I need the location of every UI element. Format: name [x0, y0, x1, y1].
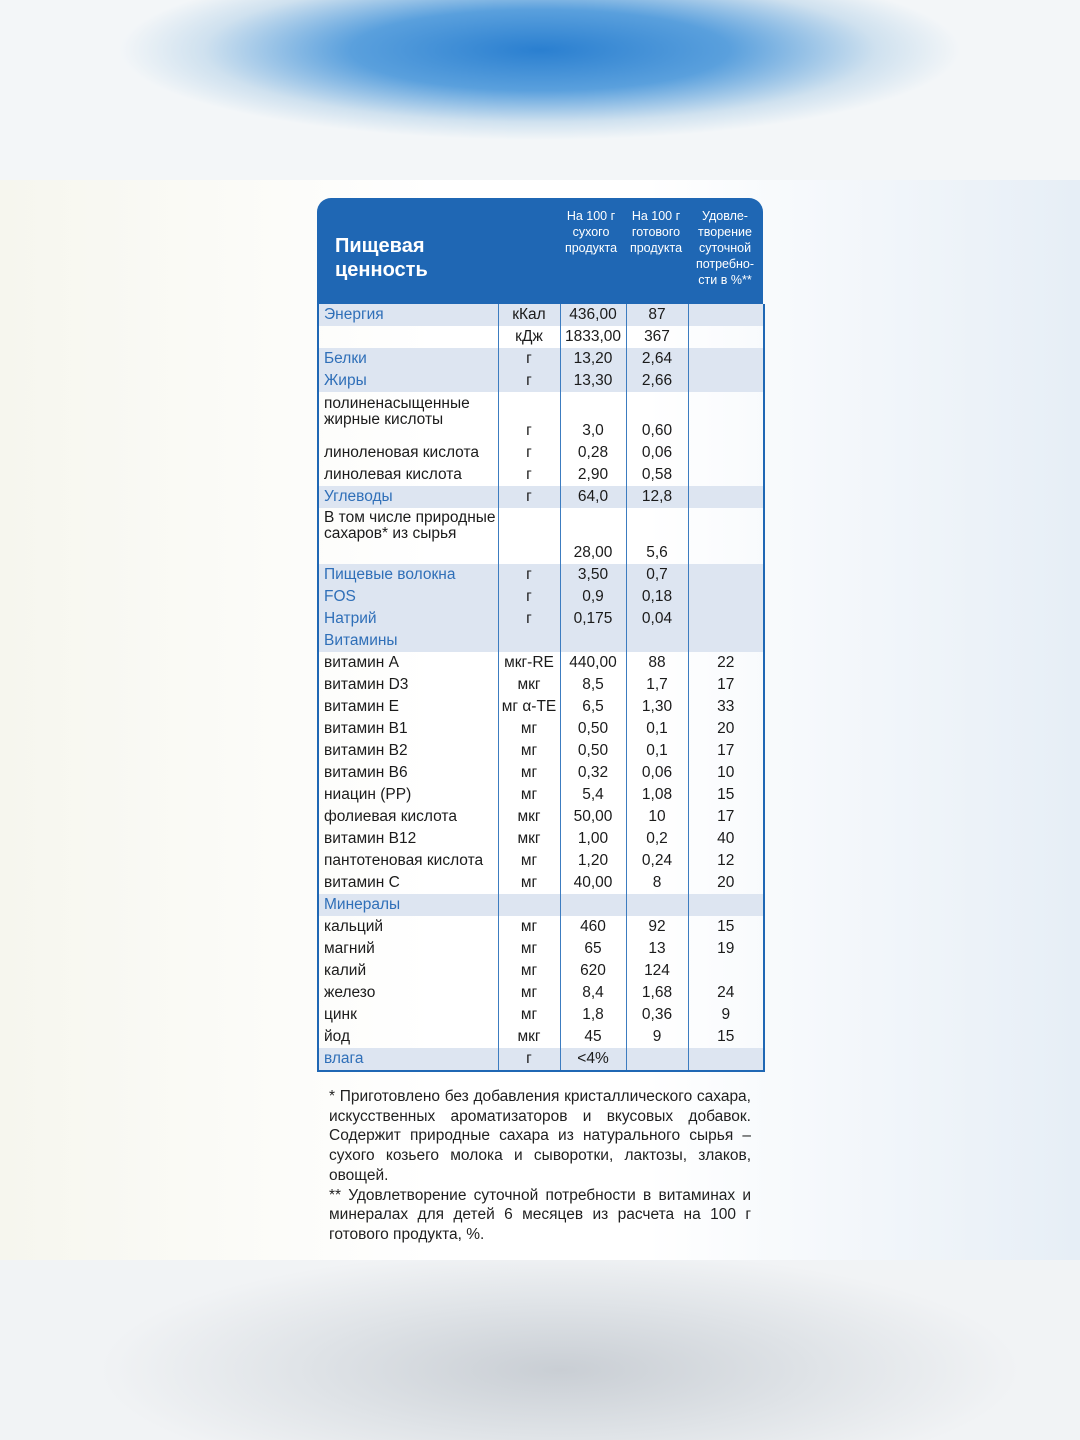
value-dry-cell: 65	[560, 938, 626, 960]
column-header-dry: На 100 г сухого продукта	[564, 209, 618, 255]
table-row	[318, 762, 764, 784]
value-prepared-cell: 5,6	[626, 508, 688, 564]
value-prepared-cell	[626, 894, 688, 916]
value-prepared-cell: 0,18	[626, 586, 688, 608]
value-daily-need-cell: 17	[688, 674, 764, 696]
nutrient-name-cell: Витамины	[318, 630, 498, 652]
table-row	[318, 894, 764, 916]
value-dry-cell: 2,90	[560, 464, 626, 486]
value-prepared-cell: 0,06	[626, 442, 688, 464]
value-dry-cell: 13,30	[560, 370, 626, 392]
table-row	[318, 916, 764, 938]
value-dry-cell: 460	[560, 916, 626, 938]
unit-cell: кКал	[498, 304, 560, 326]
table-row	[318, 304, 764, 326]
unit-cell: мкг	[498, 674, 560, 696]
value-prepared-cell: 0,24	[626, 850, 688, 872]
value-prepared-cell: 1,7	[626, 674, 688, 696]
table-row	[318, 392, 764, 442]
value-daily-need-cell: 15	[688, 784, 764, 806]
unit-cell: мг	[498, 740, 560, 762]
value-dry-cell: 440,00	[560, 652, 626, 674]
table-row	[318, 828, 764, 850]
value-daily-need-cell: 15	[688, 916, 764, 938]
value-prepared-cell	[626, 1048, 688, 1071]
nutrition-table	[317, 304, 765, 1072]
value-prepared-cell: 124	[626, 960, 688, 982]
unit-cell: мкг-RE	[498, 652, 560, 674]
table-row	[318, 564, 764, 586]
table-row	[318, 630, 764, 652]
table-row	[318, 740, 764, 762]
unit-cell: г	[498, 608, 560, 630]
table-row	[318, 326, 764, 348]
value-daily-need-cell: 24	[688, 982, 764, 1004]
nutrient-name-cell: линоленовая кислота	[324, 444, 479, 461]
nutrient-name-cell: кальций	[324, 918, 384, 935]
value-daily-need-cell: 40	[688, 828, 764, 850]
value-dry-cell: 13,20	[560, 348, 626, 370]
nutrient-name-cell: Белки	[318, 348, 498, 370]
value-dry-cell: 8,5	[560, 674, 626, 696]
unit-cell	[498, 894, 560, 916]
value-prepared-cell: 2,64	[626, 348, 688, 370]
value-dry-cell: 40,00	[560, 872, 626, 894]
table-row	[318, 652, 764, 674]
nutrition-title: Пищевая ценность	[335, 235, 428, 281]
value-daily-need-cell	[688, 1048, 764, 1071]
value-daily-need-cell	[688, 960, 764, 982]
nutrient-name-cell: железо	[324, 984, 376, 1001]
nutrient-name-cell	[318, 326, 498, 348]
value-daily-need-cell	[688, 370, 764, 392]
value-dry-cell: 0,28	[560, 442, 626, 464]
unit-cell: г	[498, 564, 560, 586]
table-row	[318, 486, 764, 508]
value-prepared-cell: 0,60	[626, 392, 688, 442]
value-prepared-cell: 0,1	[626, 718, 688, 740]
column-header-daily-need: Удовле-творение суточной потребно-сти в %**	[695, 209, 755, 287]
value-prepared-cell: 1,08	[626, 784, 688, 806]
value-daily-need-cell	[688, 508, 764, 564]
nutrient-name-cell: линолевая кислота	[324, 466, 462, 483]
nutrient-name-cell: Натрий	[318, 608, 498, 630]
nutrient-name-cell: витамин В12	[324, 830, 417, 847]
value-dry-cell: 1,00	[560, 828, 626, 850]
nutrient-name-cell: Углеводы	[318, 486, 498, 508]
value-prepared-cell: 0,2	[626, 828, 688, 850]
unit-cell: мг	[498, 784, 560, 806]
table-row	[318, 1004, 764, 1026]
nutrient-name-cell: цинк	[324, 1006, 357, 1023]
value-dry-cell: 5,4	[560, 784, 626, 806]
value-daily-need-cell: 33	[688, 696, 764, 718]
nutrient-name-cell: Жиры	[318, 370, 498, 392]
unit-cell: мг	[498, 762, 560, 784]
value-dry-cell: 45	[560, 1026, 626, 1048]
column-header-prepared: На 100 г готового продукта	[629, 209, 683, 255]
table-row	[318, 442, 764, 464]
value-daily-need-cell: 20	[688, 718, 764, 740]
blurred-bottom-background	[0, 1260, 1080, 1440]
value-dry-cell: 6,5	[560, 696, 626, 718]
unit-cell: г	[498, 442, 560, 464]
table-row	[318, 608, 764, 630]
value-prepared-cell: 2,66	[626, 370, 688, 392]
value-prepared-cell: 92	[626, 916, 688, 938]
value-daily-need-cell	[688, 630, 764, 652]
value-prepared-cell: 13	[626, 938, 688, 960]
value-dry-cell	[560, 630, 626, 652]
value-dry-cell: 64,0	[560, 486, 626, 508]
value-dry-cell: 620	[560, 960, 626, 982]
value-daily-need-cell	[688, 486, 764, 508]
unit-cell: мг	[498, 1004, 560, 1026]
value-dry-cell: 3,50	[560, 564, 626, 586]
unit-cell: г	[498, 586, 560, 608]
unit-cell: мг	[498, 718, 560, 740]
value-prepared-cell: 0,58	[626, 464, 688, 486]
value-dry-cell: 0,50	[560, 740, 626, 762]
value-daily-need-cell	[688, 326, 764, 348]
unit-cell	[498, 630, 560, 652]
table-row	[318, 464, 764, 486]
nutrient-name-cell: витамин В2	[324, 742, 408, 759]
value-daily-need-cell: 20	[688, 872, 764, 894]
table-row	[318, 1048, 764, 1071]
value-prepared-cell: 10	[626, 806, 688, 828]
value-dry-cell: <4%	[560, 1048, 626, 1071]
nutrient-name-cell: витамин С	[324, 874, 400, 891]
value-prepared-cell: 0,06	[626, 762, 688, 784]
table-row	[318, 784, 764, 806]
value-dry-cell: 0,50	[560, 718, 626, 740]
value-daily-need-cell: 10	[688, 762, 764, 784]
value-dry-cell: 1,8	[560, 1004, 626, 1026]
unit-cell: г	[498, 348, 560, 370]
table-row	[318, 508, 764, 564]
value-daily-need-cell	[688, 442, 764, 464]
table-row	[318, 1026, 764, 1048]
unit-cell: г	[498, 1048, 560, 1071]
nutrient-name-cell: калий	[324, 962, 367, 979]
footnote-sugar: * Приготовлено без добавления кристаллического сахара, искусственных ароматизаторов и вкусовых добавок. Содержит природные сахара из натурального сырья – сухого козьего молока и сыворотки, лактозы, злаков, овощей.	[329, 1088, 751, 1184]
value-daily-need-cell	[688, 392, 764, 442]
unit-cell: г	[498, 392, 560, 442]
unit-cell: мкг	[498, 1026, 560, 1048]
value-daily-need-cell: 9	[688, 1004, 764, 1026]
value-daily-need-cell: 17	[688, 806, 764, 828]
nutrient-name-cell: фолиевая кислота	[324, 808, 457, 825]
nutrient-name-cell: FOS	[318, 586, 498, 608]
nutrient-name-cell: Пищевые волокна	[318, 564, 498, 586]
unit-cell: мг	[498, 850, 560, 872]
value-dry-cell: 0,9	[560, 586, 626, 608]
footnote-daily-need: ** Удовлетворение суточной потребности в витаминах и минералах для детей 6 месяцев из расчета на 100 г готового продукта, %.	[329, 1186, 751, 1243]
value-prepared-cell: 367	[626, 326, 688, 348]
unit-cell: г	[498, 370, 560, 392]
value-daily-need-cell	[688, 464, 764, 486]
value-daily-need-cell: 19	[688, 938, 764, 960]
table-row	[318, 586, 764, 608]
value-prepared-cell: 88	[626, 652, 688, 674]
nutrient-name-cell: ниацин (РР)	[324, 786, 412, 803]
nutrient-name-cell: Энергия	[318, 304, 498, 326]
table-row	[318, 806, 764, 828]
nutrition-table-header	[317, 198, 763, 304]
blurred-top-background	[0, 0, 1080, 180]
value-dry-cell: 436,00	[560, 304, 626, 326]
value-daily-need-cell: 15	[688, 1026, 764, 1048]
table-row	[318, 674, 764, 696]
value-dry-cell: 8,4	[560, 982, 626, 1004]
value-prepared-cell	[626, 630, 688, 652]
unit-cell: мг	[498, 982, 560, 1004]
table-row	[318, 938, 764, 960]
value-prepared-cell: 87	[626, 304, 688, 326]
value-dry-cell: 3,0	[560, 392, 626, 442]
unit-cell: мг α-ТЕ	[498, 696, 560, 718]
value-daily-need-cell: 22	[688, 652, 764, 674]
value-prepared-cell: 0,7	[626, 564, 688, 586]
table-row	[318, 348, 764, 370]
footnotes	[329, 1087, 751, 1245]
value-daily-need-cell: 12	[688, 850, 764, 872]
value-dry-cell: 1833,00	[560, 326, 626, 348]
table-row	[318, 696, 764, 718]
nutrient-name-cell: влага	[318, 1048, 498, 1071]
unit-cell: г	[498, 486, 560, 508]
unit-cell: кДж	[498, 326, 560, 348]
nutrient-name-cell: пантотеновая кислота	[324, 852, 484, 869]
value-prepared-cell: 8	[626, 872, 688, 894]
value-prepared-cell: 0,04	[626, 608, 688, 630]
table-row	[318, 370, 764, 392]
nutrient-name-cell: витамин В1	[324, 720, 408, 737]
value-prepared-cell: 0,1	[626, 740, 688, 762]
nutrient-name-cell: полиненасыщенные жирные кислоты	[324, 395, 470, 428]
value-prepared-cell: 0,36	[626, 1004, 688, 1026]
nutrient-name-cell: В том числе природные сахаров* из сырья	[324, 509, 496, 542]
nutrient-name-cell: магний	[324, 940, 375, 957]
value-dry-cell: 0,175	[560, 608, 626, 630]
value-dry-cell: 50,00	[560, 806, 626, 828]
table-row	[318, 960, 764, 982]
value-dry-cell: 28,00	[560, 508, 626, 564]
unit-cell	[498, 508, 560, 564]
unit-cell: г	[498, 464, 560, 486]
nutrient-name-cell: витамин А	[324, 654, 399, 671]
value-dry-cell: 1,20	[560, 850, 626, 872]
value-daily-need-cell	[688, 304, 764, 326]
nutrition-panel	[317, 198, 763, 1072]
unit-cell: мг	[498, 872, 560, 894]
table-row	[318, 982, 764, 1004]
value-prepared-cell: 12,8	[626, 486, 688, 508]
nutrient-name-cell: витамин Е	[324, 698, 399, 715]
nutrient-name-cell: витамин D3	[324, 676, 409, 693]
nutrition-table-body	[318, 304, 764, 1071]
value-dry-cell	[560, 894, 626, 916]
table-row	[318, 872, 764, 894]
unit-cell: мг	[498, 916, 560, 938]
table-row	[318, 718, 764, 740]
table-row	[318, 850, 764, 872]
value-prepared-cell: 1,30	[626, 696, 688, 718]
nutrient-name-cell: витамин В6	[324, 764, 408, 781]
value-daily-need-cell	[688, 348, 764, 370]
unit-cell: мкг	[498, 806, 560, 828]
value-prepared-cell: 1,68	[626, 982, 688, 1004]
nutrient-name-cell: Минералы	[318, 894, 498, 916]
value-prepared-cell: 9	[626, 1026, 688, 1048]
value-daily-need-cell: 17	[688, 740, 764, 762]
value-daily-need-cell	[688, 586, 764, 608]
unit-cell: мкг	[498, 828, 560, 850]
value-daily-need-cell	[688, 894, 764, 916]
value-daily-need-cell	[688, 608, 764, 630]
unit-cell: мг	[498, 960, 560, 982]
value-dry-cell: 0,32	[560, 762, 626, 784]
nutrient-name-cell: йод	[324, 1028, 350, 1045]
unit-cell: мг	[498, 938, 560, 960]
value-daily-need-cell	[688, 564, 764, 586]
